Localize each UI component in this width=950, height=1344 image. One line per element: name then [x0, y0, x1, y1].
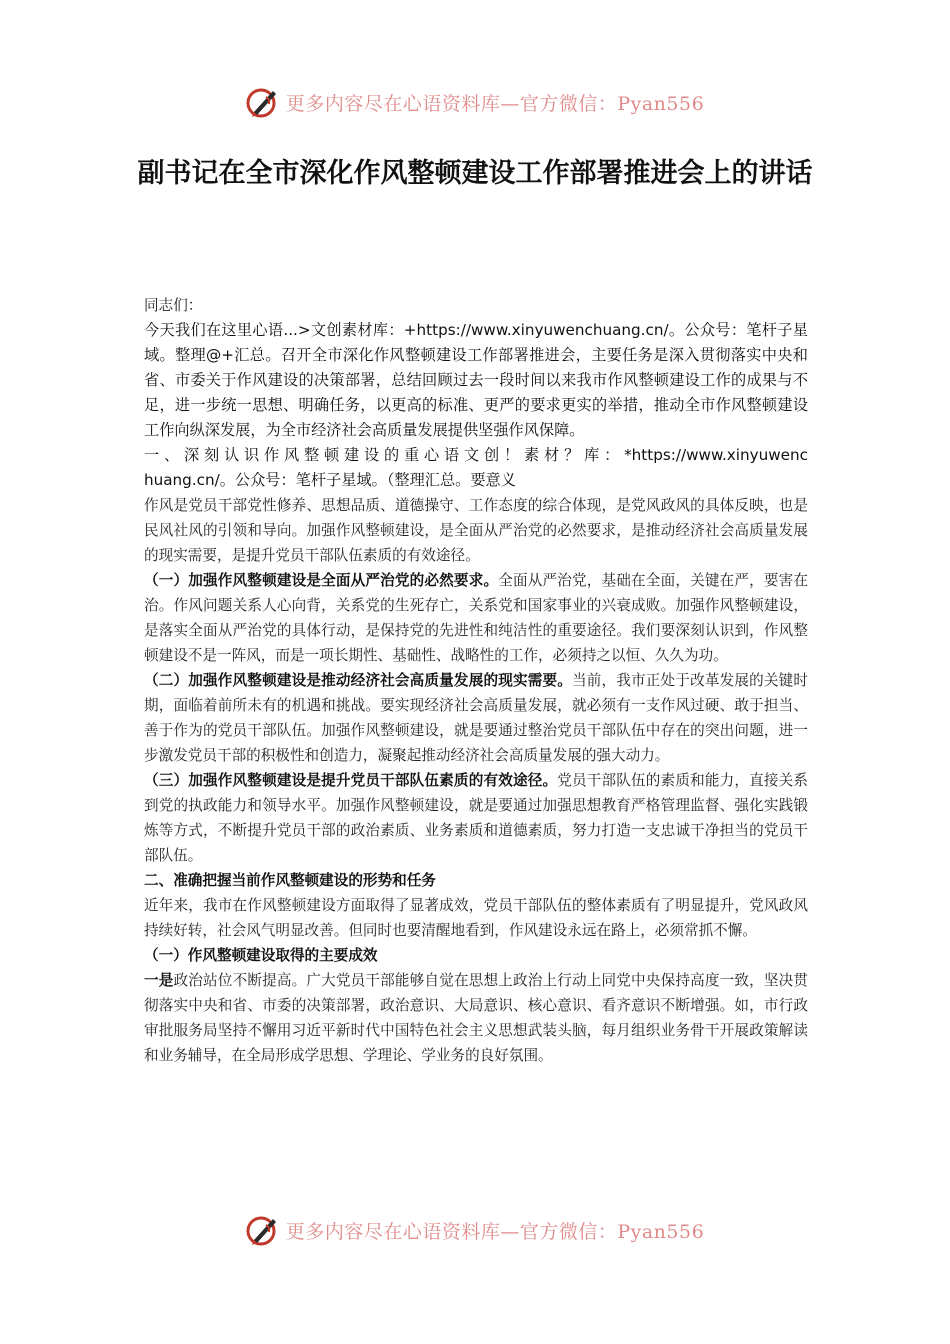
item-lead: （一）加强作风整顿建设是全面从严治党的必然要求。 — [144, 572, 499, 589]
item-text: 当前，我市正处于改革发展的关键时期，面临着前所未有的机遇和挑战。要实现经济社会高质量发展，就必须有一支作风过硬、敢于担当、善于作为的党员干部队伍。加强作风整顿建设，就是要通过整治党员干部队伍中存在的突出问题，进一步激发党员干部的积极性和创造力，凝聚起推动经济社会高质量发展的强大动力。 — [144, 672, 808, 764]
section-2-item-1 — [144, 968, 808, 1068]
page-title: 副书记在全市深化作风整顿建设工作部署推进会上的讲话 — [137, 158, 813, 189]
section-1-item-1 — [144, 568, 808, 668]
section-1-heading-spaced: 一、深刻认识作风整顿建设的重心语文创！素材？库： — [144, 446, 625, 464]
item-lead: （三）加强作风整顿建设是提升党员干部队伍素质的有效途径。 — [144, 772, 558, 789]
watermark-text: 更多内容尽在心语资料库—官方微信：Pyan556 — [285, 92, 705, 115]
footer-watermark-banner — [0, 1210, 950, 1250]
item-lead: 一是 — [144, 972, 174, 989]
section-1-heading-rest: *https://www.xinyuwenchuang.cn/。公众号：笔杆子星域。（整理汇总。要意义 — [144, 446, 808, 489]
section-1-item-2 — [144, 668, 808, 768]
header-watermark-banner — [0, 82, 950, 122]
section-2-heading: 二、准确把握当前作风整顿建设的形势和任务 — [144, 872, 436, 889]
item-text: 党员干部队伍的素质和能力，直接关系到党的执政能力和领导水平。加强作风整顿建设，就是要通过加强思想教育严格管理监督、强化实践锻炼等方式，不断提升党员干部的政治素质、业务素质和道德素质，努力打造一支忠诚干净担当的党员干部队伍。 — [144, 772, 808, 864]
watermark-text: 更多内容尽在心语资料库—官方微信：Pyan556 — [285, 1220, 705, 1243]
section-1-paragraph: 作风是党员干部党性修养、思想品质、道德操守、工作态度的综合体现，是党风政风的具体反映，也是民风社风的引领和导向。加强作风整顿建设，是全面从严治党的必然要求，是推动经济社会高质量发展的现实需要，是提升党员干部队伍素质的有效途径。 — [144, 497, 808, 564]
document-body — [144, 293, 808, 1068]
salutation: 同志们： — [144, 297, 203, 314]
section-2-subheading: （一）作风整顿建设取得的主要成效 — [144, 947, 378, 964]
item-text: 政治站位不断提高。广大党员干部能够自觉在思想上政治上行动上同党中央保持高度一致，坚决贯彻落实中央和省、市委的决策部署，政治意识、大局意识、核心意识、看齐意识不断增强。如，市行政审批服务局坚持不懈用习近平新时代中国特色社会主义思想武装头脑，每月组织业务骨干开展政策解读和业务辅导，在全局形成学思想、学理论、学业务的良好氛围。 — [144, 972, 808, 1064]
section-1-heading — [144, 443, 808, 493]
item-lead: （二）加强作风整顿建设是推动经济社会高质量发展的现实需要。 — [144, 672, 572, 689]
pen-logo-icon — [246, 85, 280, 119]
section-2-paragraph: 近年来，我市在作风整顿建设方面取得了显著成效，党员干部队伍的整体素质有了明显提升，党风政风持续好转，社会风气明显改善。但同时也要清醒地看到，作风建设永远在路上，必须常抓不懈。 — [144, 897, 808, 939]
pen-logo-icon — [246, 1213, 280, 1247]
intro-paragraph: 今天我们在这里心语...>文创素材库：+https://www.xinyuwenchuang.cn/。公众号：笔杆子星域。整理@+汇总。召开全市深化作风整顿建设工作部署推进会，主要任务是深入贯彻落实中央和省、市委关于作风建设的决策部署，总结回顾过去一段时间以来我市作风整顿建设工作的成果与不足，进一步统一思想、明确任务，以更高的标准、更严的要求更实的举措，推动全市作风整顿建设工作向纵深发展，为全市经济社会高质量发展提供坚强作风保障。 — [144, 321, 808, 439]
item-text: 全面从严治党，基础在全面，关键在严，要害在治。作风问题关系人心向背，关系党的生死存亡，关系党和国家事业的兴衰成败。加强作风整顿建设，是落实全面从严治党的具体行动，是保持党的先进性和纯洁性的重要途径。我们要深刻认识到，作风整顿建设不是一阵风，而是一项长期性、基础性、战略性的工作，必须持之以恒、久久为功。 — [144, 572, 808, 664]
section-1-item-3 — [144, 768, 808, 868]
